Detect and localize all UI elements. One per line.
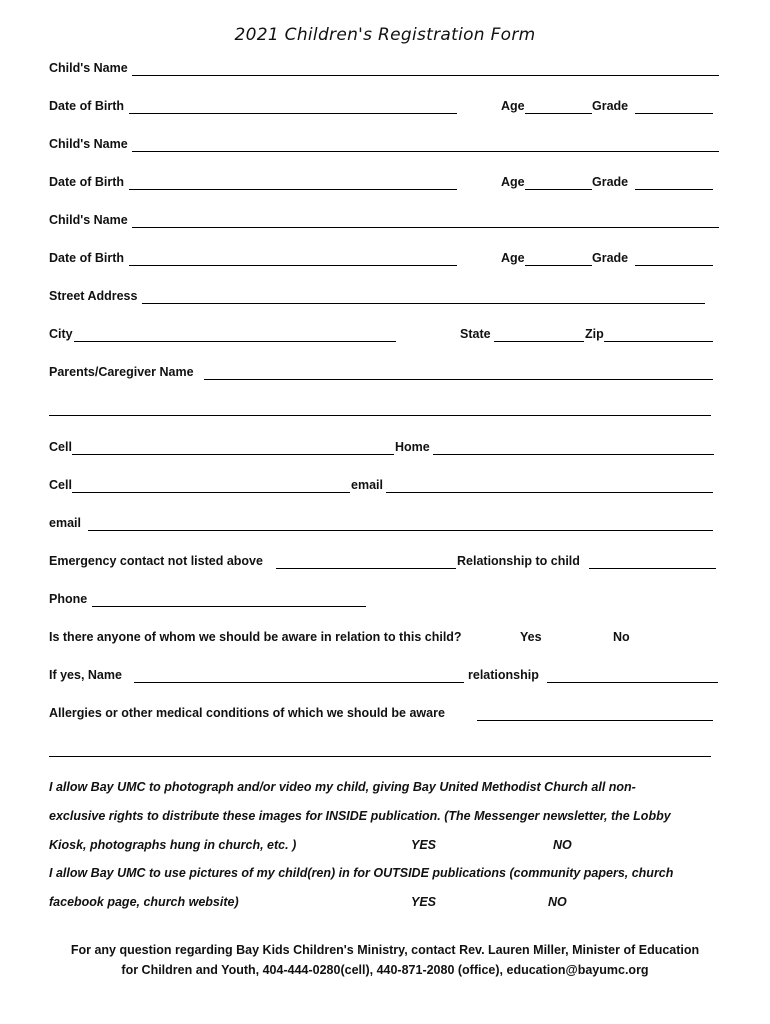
parents-field[interactable] bbox=[204, 379, 713, 380]
email-field-1[interactable] bbox=[386, 492, 713, 493]
relationship-label: relationship bbox=[468, 668, 539, 682]
parents-field-continued[interactable] bbox=[49, 415, 711, 416]
aware-row bbox=[49, 630, 719, 648]
child-name-field-1[interactable] bbox=[132, 75, 719, 76]
emergency-row bbox=[49, 554, 719, 572]
home-label: Home bbox=[395, 440, 430, 454]
cell-home-row bbox=[49, 440, 719, 458]
street-field[interactable] bbox=[142, 303, 705, 304]
email-label: email bbox=[49, 516, 81, 530]
dob-field-3[interactable] bbox=[129, 265, 457, 266]
child-name-row-1 bbox=[49, 61, 719, 79]
city-row bbox=[49, 327, 719, 345]
if-yes-row bbox=[49, 668, 719, 686]
relationship-field[interactable] bbox=[547, 682, 718, 683]
aware-yes-option[interactable]: Yes bbox=[520, 630, 542, 644]
grade-field-3[interactable] bbox=[635, 265, 713, 266]
child-name-label: Child's Name bbox=[49, 213, 128, 227]
zip-field[interactable] bbox=[604, 341, 713, 342]
age-field-1[interactable] bbox=[525, 113, 592, 114]
aware-question: Is there anyone of whom we should be aware in relation to this child? bbox=[49, 630, 462, 644]
footer-line-2: for Children and Youth, 404-444-0280(cell), 440-871-2080 (office), education@bayumc.org bbox=[121, 963, 649, 977]
relationship-child-field[interactable] bbox=[589, 568, 716, 569]
parents-row bbox=[49, 365, 719, 383]
grade-label: Grade bbox=[592, 99, 629, 113]
emergency-field[interactable] bbox=[276, 568, 456, 569]
cell-field-2[interactable] bbox=[72, 492, 350, 493]
cell-field-1[interactable] bbox=[72, 454, 394, 455]
street-row bbox=[49, 289, 719, 307]
outside-no-option[interactable]: NO bbox=[548, 895, 567, 909]
email-row bbox=[49, 516, 719, 534]
parents-label: Parents/Caregiver Name bbox=[49, 365, 194, 379]
footer-contact bbox=[0, 940, 770, 980]
phone-label: Phone bbox=[49, 592, 88, 606]
inside-permission-line-3: Kiosk, photographs hung in church, etc. ) bbox=[49, 838, 297, 852]
state-field[interactable] bbox=[494, 341, 584, 342]
child-name-label: Child's Name bbox=[49, 137, 128, 151]
inside-permission-line-2: exclusive rights to distribute these images for INSIDE publication. (The Messenger newsletter, the Lobby bbox=[49, 809, 671, 823]
emergency-label: Emergency contact not listed above bbox=[49, 554, 263, 568]
grade-label: Grade bbox=[592, 175, 629, 189]
home-field[interactable] bbox=[433, 454, 714, 455]
cell-label: Cell bbox=[49, 478, 72, 492]
child-name-field-2[interactable] bbox=[132, 151, 719, 152]
outside-permission-line-2: facebook page, church website) bbox=[49, 895, 239, 909]
state-label: State bbox=[460, 327, 491, 341]
allergies-field-continued[interactable] bbox=[49, 756, 711, 757]
child-name-row-3 bbox=[49, 213, 719, 231]
age-label: Age bbox=[501, 251, 525, 265]
aware-no-option[interactable]: No bbox=[613, 630, 630, 644]
footer-line-1: For any question regarding Bay Kids Children's Ministry, contact Rev. Lauren Miller, Minister of Education bbox=[70, 943, 700, 957]
if-yes-name-label: If yes, Name bbox=[49, 668, 122, 682]
dob-label: Date of Birth bbox=[49, 251, 124, 265]
city-field[interactable] bbox=[74, 341, 396, 342]
inside-permission-line-1: I allow Bay UMC to photograph and/or video my child, giving Bay United Methodist Church all non- bbox=[49, 780, 636, 794]
age-field-2[interactable] bbox=[525, 189, 592, 190]
inside-yes-option[interactable]: YES bbox=[411, 838, 437, 852]
if-yes-name-field[interactable] bbox=[134, 682, 464, 683]
grade-field-1[interactable] bbox=[635, 113, 713, 114]
cell-label: Cell bbox=[49, 440, 72, 454]
email-label: email bbox=[351, 478, 383, 492]
outside-yes-option[interactable]: YES bbox=[411, 895, 437, 909]
dob-label: Date of Birth bbox=[49, 175, 124, 189]
grade-label: Grade bbox=[592, 251, 629, 265]
phone-field[interactable] bbox=[92, 606, 366, 607]
dob-row-3 bbox=[49, 251, 719, 269]
relationship-child-label: Relationship to child bbox=[457, 554, 580, 568]
child-name-field-3[interactable] bbox=[132, 227, 719, 228]
phone-row bbox=[49, 592, 719, 610]
dob-field-2[interactable] bbox=[129, 189, 457, 190]
cell-email-row bbox=[49, 478, 719, 496]
inside-permission-row bbox=[49, 838, 719, 856]
age-label: Age bbox=[501, 175, 525, 189]
outside-permission-line-1: I allow Bay UMC to use pictures of my child(ren) in for OUTSIDE publications (community papers, church bbox=[49, 866, 674, 880]
outside-permission-row bbox=[49, 895, 719, 913]
child-name-label: Child's Name bbox=[49, 61, 128, 75]
dob-field-1[interactable] bbox=[129, 113, 457, 114]
city-label: City bbox=[49, 327, 73, 341]
inside-no-option[interactable]: NO bbox=[553, 838, 572, 852]
allergies-label: Allergies or other medical conditions of which we should be aware bbox=[49, 706, 445, 720]
email-field-2[interactable] bbox=[88, 530, 713, 531]
street-label: Street Address bbox=[49, 289, 138, 303]
dob-label: Date of Birth bbox=[49, 99, 124, 113]
grade-field-2[interactable] bbox=[635, 189, 713, 190]
age-field-3[interactable] bbox=[525, 265, 592, 266]
allergies-field[interactable] bbox=[477, 720, 713, 721]
dob-row-1 bbox=[49, 99, 719, 117]
zip-label: Zip bbox=[585, 327, 604, 341]
allergies-row bbox=[49, 706, 719, 724]
form-title: 2021 Children's Registration Form bbox=[234, 25, 536, 45]
age-label: Age bbox=[501, 99, 525, 113]
dob-row-2 bbox=[49, 175, 719, 193]
child-name-row-2 bbox=[49, 137, 719, 155]
